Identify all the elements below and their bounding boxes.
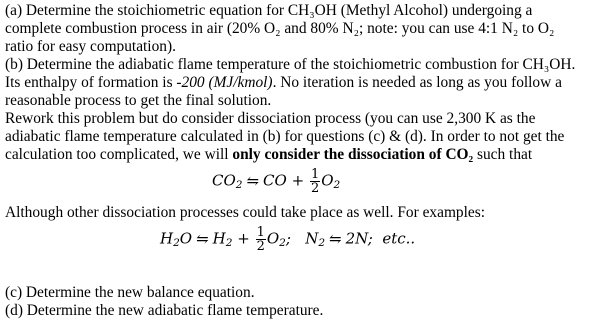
- equilibrium-arrow-icon: ⇋: [329, 229, 342, 248]
- part-a-line-3: ratio for easy computation).: [5, 38, 176, 55]
- eq1-r2: O: [321, 171, 334, 190]
- enthalpy-value: -200 (MJ/kmol): [176, 74, 273, 91]
- part-d-line: (d) Determine the new adiabatic flame temperature.: [5, 302, 324, 319]
- rework-line-2: adiabatic flame temperature calculated in (b) for questions (c) & (d). In order to not get the: [5, 128, 565, 145]
- part-c-line: (c) Determine the new balance equation.: [5, 284, 255, 301]
- equilibrium-arrow-icon: ⇋: [246, 171, 260, 190]
- eq2-h2-sub: 2: [225, 237, 233, 250]
- other-dissociation-equations: [160, 226, 415, 253]
- eq2-o: O: [179, 229, 193, 248]
- eq1-r1: CO +: [263, 171, 309, 190]
- part-a-line-2: complete combustion process in air (20% O₂ and 80% N₂; note: you can use 4:1 N₂ to O₂: [5, 20, 555, 37]
- eq2-plus: +: [232, 229, 255, 248]
- fraction-numerator: 1: [256, 225, 265, 240]
- eq2-h2: H: [212, 229, 226, 248]
- half-fraction: [256, 226, 266, 253]
- eq1-r2-sub: 2: [333, 179, 341, 192]
- enthalpy-text-lead: Its enthalpy of formation is: [5, 74, 177, 91]
- eq2-n2-sub: 2: [318, 237, 326, 250]
- part-a-line-1: (a) Determine the stoichiometric equation for CH₃OH (Methyl Alcohol) undergoing a: [5, 2, 533, 19]
- eq2-h-sub: 2: [173, 237, 180, 250]
- part-b-line-2: [5, 74, 562, 92]
- fraction-numerator: 1: [310, 167, 320, 182]
- eq2-h: H: [160, 229, 174, 248]
- equilibrium-arrow-icon: ⇋: [196, 229, 209, 248]
- eq1-lhs-sub: 2: [235, 179, 243, 192]
- rework-text-lead: calculation too complicated, we will: [5, 146, 233, 163]
- half-fraction: [310, 168, 320, 195]
- although-line: Although other dissociation processes could take place as well. For examples:: [5, 204, 485, 221]
- part-b-line-3: reasonable process to get the final solution.: [5, 92, 272, 109]
- eq2-tail: 2N; etc..: [345, 229, 416, 248]
- eq2-separator: ;: [285, 229, 306, 248]
- rework-line-1: Rework this problem but do consider dissociation process (you can use 2,300 K as the: [5, 110, 536, 127]
- fraction-denominator: 2: [256, 239, 265, 254]
- eq2-n2: N: [305, 229, 319, 248]
- eq1-lhs: CO: [212, 171, 236, 190]
- eq2-o2-sub: 2: [279, 237, 286, 250]
- co2-dissociation-equation: [212, 168, 340, 195]
- part-b-line-1: (b) Determine the adiabatic flame temperature of the stoichiometric combustion for CH₃OH.: [5, 56, 576, 73]
- rework-text-tail: such that: [473, 146, 533, 163]
- fraction-denominator: 2: [310, 181, 320, 196]
- rework-line-3: [5, 146, 532, 164]
- eq2-o2: O: [266, 229, 280, 248]
- rework-emphasis: only consider the dissociation of CO₂: [232, 146, 474, 163]
- enthalpy-text-tail: . No iteration is needed as long as you follow a: [272, 74, 562, 91]
